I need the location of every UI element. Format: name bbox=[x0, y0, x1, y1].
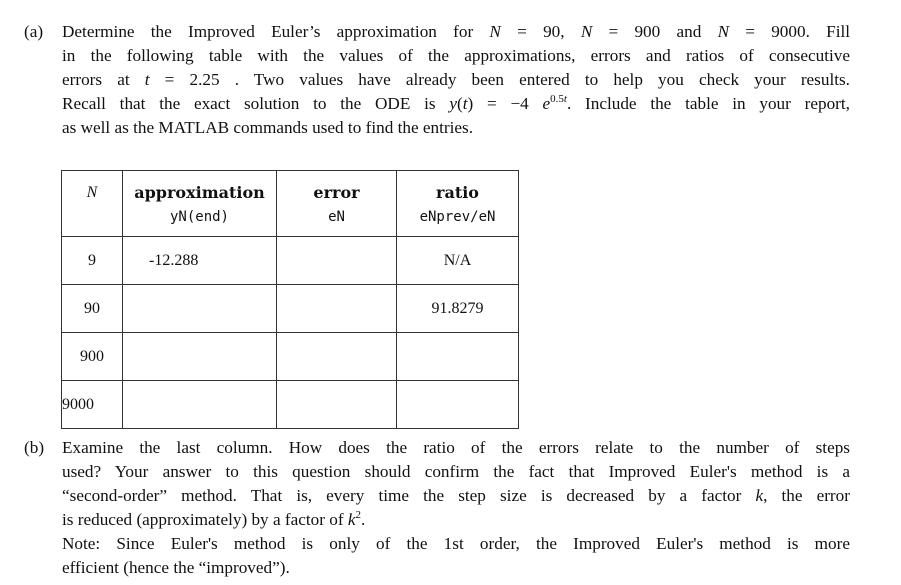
header-ratio: ratio eNprev/eN bbox=[397, 171, 519, 237]
table-row bbox=[62, 333, 519, 381]
table-row bbox=[62, 381, 519, 429]
part-b-line-4: is reduced (approximately) by a factor of $k^2$. bbox=[62, 509, 366, 529]
question-part-a bbox=[24, 20, 850, 140]
part-b-label: (b) bbox=[24, 438, 45, 457]
part-b-text bbox=[62, 436, 850, 580]
cell-error bbox=[277, 285, 397, 333]
part-b-line-3: “second-order” method. That is, every time the step size is decreased by a factor k, the error bbox=[62, 486, 850, 505]
cell-error bbox=[277, 333, 397, 381]
cell-n: 900 bbox=[62, 333, 123, 381]
cell-n: 9000 bbox=[62, 381, 123, 429]
cell-error bbox=[277, 381, 397, 429]
header-error: error eN bbox=[277, 171, 397, 237]
cell-approximation bbox=[123, 333, 277, 381]
cell-n: 90 bbox=[62, 285, 123, 333]
part-b-line-1: Examine the last column. How does the ratio of the errors relate to the number of steps bbox=[62, 438, 850, 457]
part-a-line-5: as well as the MATLAB commands used to find the entries. bbox=[62, 118, 473, 137]
results-table bbox=[61, 170, 519, 429]
header-approximation: approximation yN(end) bbox=[123, 171, 277, 237]
part-a-line-1: Determine the Improved Euler’s approximation for N = 90, N = 900 and N = 9000. Fill bbox=[62, 22, 851, 41]
part-b-line-6: efficient (hence the “improved”). bbox=[62, 558, 290, 577]
cell-error bbox=[277, 237, 397, 285]
cell-ratio bbox=[397, 381, 519, 429]
question-part-b bbox=[24, 436, 850, 580]
cell-ratio: 91.8279 bbox=[397, 285, 519, 333]
part-a-line-2: in the following table with the values of the approximations, errors and ratios of consecutive bbox=[62, 46, 850, 65]
table-row bbox=[62, 285, 519, 333]
cell-approximation bbox=[123, 285, 277, 333]
cell-ratio bbox=[397, 333, 519, 381]
part-a-label: (a) bbox=[24, 22, 44, 41]
table-row bbox=[62, 237, 519, 285]
part-b-line-2: used? Your answer to this question should confirm the fact that Improved Euler's method is a bbox=[62, 462, 850, 481]
cell-n: 9 bbox=[62, 237, 123, 285]
cell-approximation bbox=[123, 381, 277, 429]
header-n: N bbox=[62, 171, 123, 237]
part-a-line-3: errors at t = 2.25 . Two values have already been entered to help you check your results. bbox=[62, 70, 850, 89]
part-b-line-5: Note: Since Euler's method is only of the 1st order, the Improved Euler's method is more bbox=[62, 534, 850, 553]
part-a-line-4: Recall that the exact solution to the ODE is y(t) = −4 $e^{0.5t}$. Include the table in your report, bbox=[62, 93, 850, 113]
part-a-text bbox=[62, 20, 850, 140]
cell-approximation: -12.288 bbox=[123, 237, 277, 285]
cell-ratio: N/A bbox=[397, 237, 519, 285]
table-header-row bbox=[62, 171, 519, 237]
